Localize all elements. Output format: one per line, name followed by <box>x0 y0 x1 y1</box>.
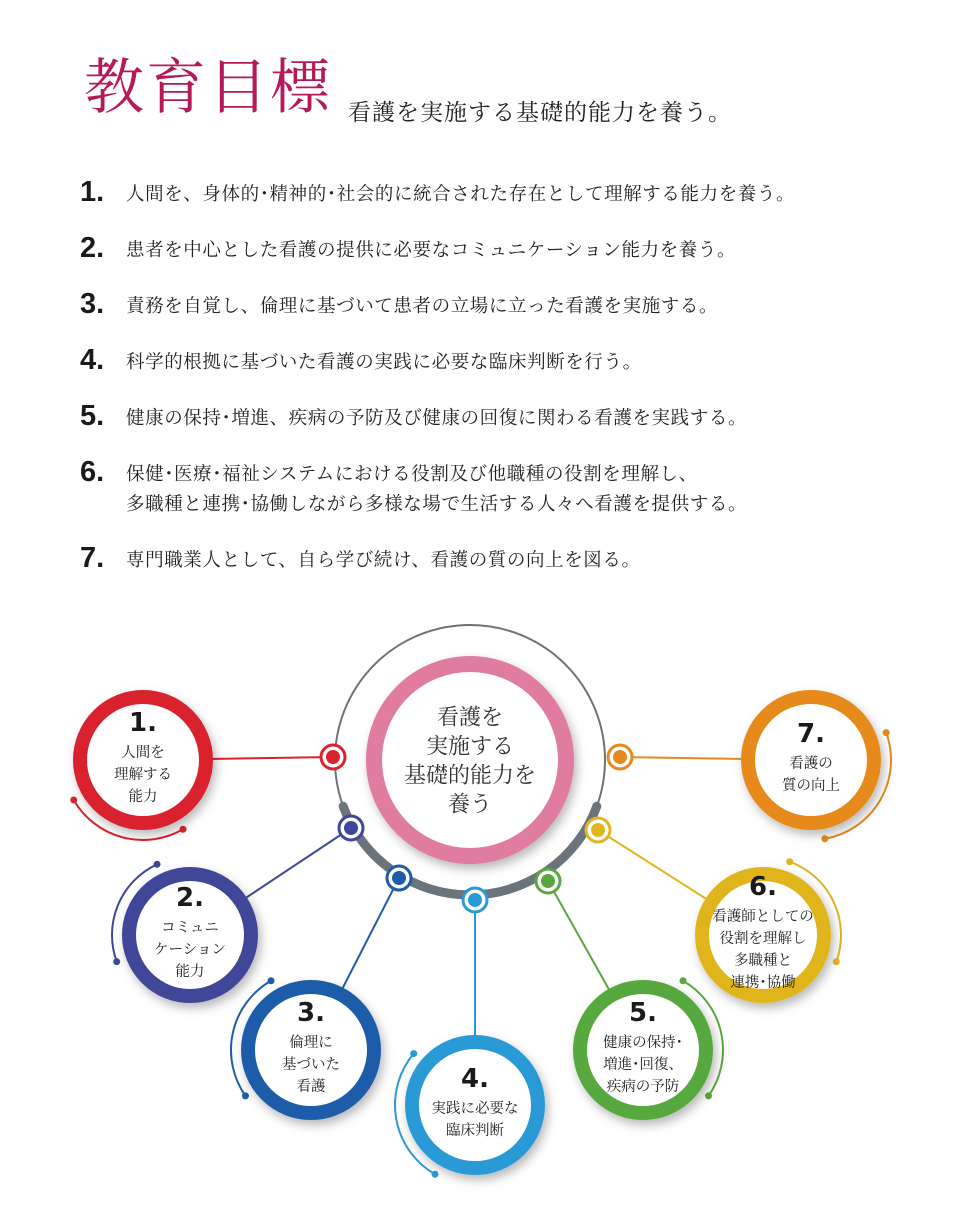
goal-number: 2. <box>80 232 105 264</box>
arc-end-dot <box>432 1171 439 1178</box>
goal-text: 患者を中心とした看護の提供に必要なコミュニケーション能力を養う。 <box>126 240 737 261</box>
node-label-line: ケーション <box>154 942 226 958</box>
arc-end-dot <box>821 835 828 842</box>
node-label-line: 基づいた <box>282 1057 340 1073</box>
goal-text: 専門職業人として、自ら学び続け、看護の質の向上を図る。 <box>126 550 641 571</box>
node-label-line: 看護の <box>789 756 833 772</box>
goal-item-3 <box>80 288 940 322</box>
node-label-line: 人間を <box>121 745 165 761</box>
diagram-node-7 <box>748 697 891 842</box>
goal-text: 保健･医療･福祉システムにおける役割及び他職種の役割を理解し、 <box>126 464 698 485</box>
node-label-line: 看護 <box>296 1079 326 1095</box>
goals-diagram <box>0 600 957 1217</box>
node-label-line: コミュニ <box>161 920 219 936</box>
ring-dot-inner <box>541 874 555 888</box>
diagram-node-1 <box>70 697 206 840</box>
node-label-line: 臨床判断 <box>446 1123 504 1139</box>
diagram-center <box>374 664 566 856</box>
goal-item-5 <box>80 400 940 434</box>
goal-list <box>80 176 940 602</box>
node-label-line: 役割を理解し <box>719 931 807 947</box>
page-title: 教育目標 <box>84 53 332 123</box>
center-label-line: 看護を <box>436 705 504 731</box>
center-label-line: 養う <box>447 792 493 818</box>
node-number: 4. <box>461 1064 489 1094</box>
node-label-line: 看護師としての <box>712 909 814 925</box>
diagram-node-4 <box>395 1042 538 1178</box>
node-number: 5. <box>629 998 657 1028</box>
goal-number: 1. <box>80 176 105 208</box>
goal-text-line-2: 多職種と連携･協働しながら多様な場で生活する人々へ看護を提供する。 <box>126 494 748 515</box>
diagram-node-5 <box>580 977 723 1113</box>
goal-item-2 <box>80 232 940 266</box>
goal-text: 健康の保持･増進、疾病の予防及び健康の回復に関わる看護を実践する。 <box>126 408 748 429</box>
arc-end-dot <box>680 977 687 984</box>
goal-item-7 <box>80 542 940 576</box>
arc-end-dot <box>410 1050 417 1057</box>
node-number: 3. <box>297 998 325 1028</box>
diagram-node-3 <box>231 977 374 1113</box>
arc-end-dot <box>70 797 77 804</box>
node-label-line: 質の向上 <box>782 778 840 794</box>
center-label-line: 実施する <box>425 734 515 760</box>
ring-dot-inner <box>392 871 406 885</box>
diagram-node-6 <box>702 858 841 996</box>
ring-dot-inner <box>344 821 358 835</box>
node-label-line: 健康の保持･ <box>603 1035 683 1051</box>
goal-item-6 <box>80 456 940 520</box>
node-label-line: 理解する <box>114 767 172 783</box>
node-label-line: 能力 <box>128 789 158 805</box>
goal-number: 3. <box>80 288 105 320</box>
arc-end-dot <box>705 1092 712 1099</box>
arc-end-dot <box>180 826 187 833</box>
node-label-line: 増進･回復、 <box>603 1057 683 1073</box>
arc-end-dot <box>154 861 161 868</box>
goal-item-1 <box>80 176 940 210</box>
arc-end-dot <box>833 958 840 965</box>
ring-dot-inner <box>468 893 482 907</box>
node-number: 1. <box>129 708 157 738</box>
goal-text: 人間を、身体的･精神的･社会的に統合された存在として理解する能力を養う。 <box>126 184 796 205</box>
node-number: 7. <box>797 719 825 749</box>
node-number: 6. <box>749 872 777 902</box>
goal-number: 4. <box>80 344 105 376</box>
arc-end-dot <box>113 958 120 965</box>
diagram-node-2 <box>112 861 251 996</box>
goal-item-4 <box>80 344 940 378</box>
goal-text: 科学的根拠に基づいた看護の実践に必要な臨床判断を行う。 <box>126 352 642 373</box>
center-ring <box>374 664 566 856</box>
node-label-line: 実践に必要な <box>431 1101 519 1117</box>
node-label-line: 連携･協働 <box>730 975 796 991</box>
goal-text: 責務を自覚し、倫理に基づいて患者の立場に立った看護を実施する。 <box>126 296 719 317</box>
ring-dot-inner <box>326 750 340 764</box>
arc-end-dot <box>242 1092 249 1099</box>
node-label-line: 多職種と <box>734 953 792 969</box>
page-subtitle: 看護を実施する基礎的能力を養う。 <box>348 100 732 126</box>
node-label-line: 疾病の予防 <box>606 1079 680 1095</box>
arc-end-dot <box>786 858 793 865</box>
ring-dot-inner <box>591 823 605 837</box>
goal-number: 7. <box>80 542 105 574</box>
center-label-line: 基礎的能力を <box>403 763 537 789</box>
goal-number: 6. <box>80 456 105 488</box>
node-label-line: 倫理に <box>289 1035 333 1051</box>
arc-end-dot <box>268 977 275 984</box>
node-label-line: 能力 <box>175 964 205 980</box>
ring-dot-inner <box>613 750 627 764</box>
arc-end-dot <box>883 729 890 736</box>
node-number: 2. <box>176 883 204 913</box>
goal-number: 5. <box>80 400 105 432</box>
